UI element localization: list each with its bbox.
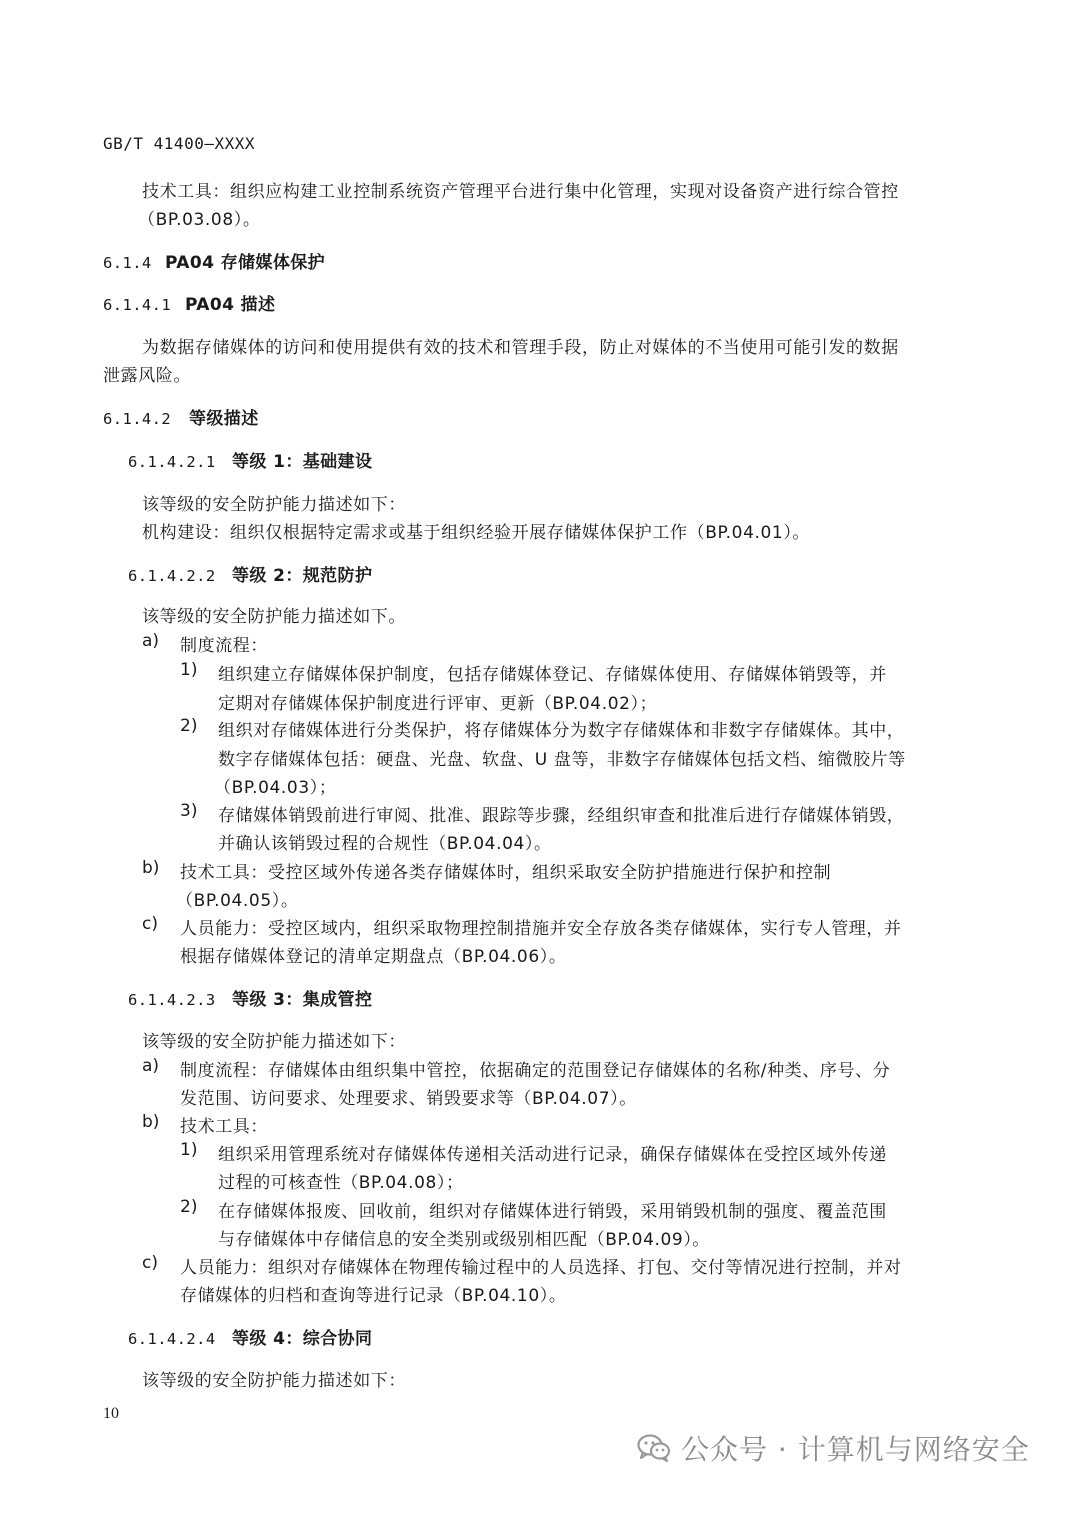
list-item: 人员能力：受控区域内，组织采取物理控制措施并安全存放各类存储媒体，实行专人管理，并 xyxy=(180,919,902,939)
list-item: 技术工具： xyxy=(180,1117,268,1137)
list-item: 定期对存储媒体保护制度进行评审、更新（BP.04.02）； xyxy=(218,694,658,714)
paragraph-line: 该等级的安全防护能力描述如下： xyxy=(142,1032,406,1052)
section-heading-6-1-4-2 xyxy=(103,404,259,429)
section-title: 等级 3：集成管控 xyxy=(232,990,373,1010)
section-title: 等级 4：综合协同 xyxy=(232,1329,373,1349)
list-item: 发范围、访问要求、处理要求、销毁要求等（BP.04.07）。 xyxy=(180,1089,637,1109)
page-number: 10 xyxy=(103,1405,119,1422)
list-item: （BP.04.03）； xyxy=(214,778,337,798)
list-item: 存储媒体的归档和查询等进行记录（BP.04.10）。 xyxy=(180,1286,567,1306)
list-item: （BP.04.05）。 xyxy=(176,891,299,911)
list-label: c) xyxy=(142,914,158,934)
section-title: PA04 存储媒体保护 xyxy=(165,253,326,273)
list-item: 存储媒体销毁前进行审阅、批准、跟踪等步骤，经组织审查和批准后进行存储媒体销毁， xyxy=(218,806,905,826)
list-label: b) xyxy=(142,1112,160,1132)
list-label: b) xyxy=(142,858,160,878)
paragraph-line: 该等级的安全防护能力描述如下： xyxy=(142,1371,406,1391)
section-title: 等级 1：基础建设 xyxy=(232,452,373,472)
list-item: 根据存储媒体登记的清单定期盘点（BP.04.06）。 xyxy=(180,947,567,967)
list-item: 在存储媒体报废、回收前，组织对存储媒体进行销毁，采用销毁机制的强度、覆盖范围 xyxy=(218,1202,887,1222)
paragraph-line: 该等级的安全防护能力描述如下： xyxy=(142,495,406,515)
watermark-text: 公众号 · 计算机与网络安全 xyxy=(681,1433,1030,1466)
list-item: 技术工具：受控区域外传递各类存储媒体时，组织采取安全防护措施进行保护和控制 xyxy=(180,863,832,883)
section-number: 6.1.4.2.3 xyxy=(128,991,216,1009)
paragraph-line: 为数据存储媒体的访问和使用提供有效的技术和管理手段，防止对媒体的不当使用可能引发的数据 xyxy=(142,338,899,358)
list-item: 与存储媒体中存储信息的安全类别或级别相匹配（BP.04.09）。 xyxy=(218,1230,711,1250)
paragraph-line: 泄露风险。 xyxy=(103,366,191,386)
list-item: 人员能力：组织对存储媒体在物理传输过程中的人员选择、打包、交付等情况进行控制，并对 xyxy=(180,1258,902,1278)
list-label: c) xyxy=(142,1253,158,1273)
list-item: 制度流程：存储媒体由组织集中管控，依据确定的范围登记存储媒体的名称/种类、序号、分 xyxy=(180,1061,891,1081)
paragraph-line: 该等级的安全防护能力描述如下。 xyxy=(142,607,406,627)
list-label: 2) xyxy=(180,1197,198,1217)
list-item: 组织采用管理系统对存储媒体传递相关活动进行记录，确保存储媒体在受控区域外传递 xyxy=(218,1145,887,1165)
section-heading-level-3 xyxy=(128,985,372,1010)
list-item: 制度流程： xyxy=(180,636,268,656)
section-number: 6.1.4.2 xyxy=(103,410,172,428)
section-title: 等级描述 xyxy=(189,409,259,429)
list-label: 1) xyxy=(180,1140,198,1160)
list-label: 2) xyxy=(180,716,198,736)
list-label: a) xyxy=(142,631,160,651)
section-heading-level-1 xyxy=(128,447,372,472)
section-title: 等级 2：规范防护 xyxy=(232,566,373,586)
list-item: 数字存储媒体包括：硬盘、光盘、软盘、U 盘等，非数字存储媒体包括文档、缩微胶片等 xyxy=(218,750,906,770)
section-heading-level-4 xyxy=(128,1324,372,1349)
section-number: 6.1.4.2.1 xyxy=(128,453,216,471)
section-number: 6.1.4.2.2 xyxy=(128,567,216,585)
list-label: a) xyxy=(142,1056,160,1076)
section-title: PA04 描述 xyxy=(185,295,276,315)
section-heading-6-1-4 xyxy=(103,248,325,273)
list-label: 3) xyxy=(180,801,198,821)
watermark xyxy=(637,1428,1030,1468)
paragraph-line: 机构建设：组织仅根据特定需求或基于组织经验开展存储媒体保护工作（BP.04.01）。 xyxy=(142,523,811,543)
section-number: 6.1.4 xyxy=(103,254,152,272)
standard-number: GB/T 41400—XXXX xyxy=(103,134,255,153)
list-item: 组织对存储媒体进行分类保护，将存储媒体分为数字存储媒体和非数字存储媒体。其中， xyxy=(218,721,905,741)
paragraph-line: （BP.03.08）。 xyxy=(138,210,261,230)
list-label: 1) xyxy=(180,660,198,680)
wechat-icon xyxy=(637,1433,671,1463)
section-heading-6-1-4-1 xyxy=(103,290,275,315)
paragraph-line: 技术工具：组织应构建工业控制系统资产管理平台进行集中化管理，实现对设备资产进行综合管控 xyxy=(142,182,899,202)
section-number: 6.1.4.1 xyxy=(103,296,172,314)
section-number: 6.1.4.2.4 xyxy=(128,1330,216,1348)
list-item: 并确认该销毁过程的合规性（BP.04.04）。 xyxy=(218,834,552,854)
list-item: 过程的可核查性（BP.04.08）； xyxy=(218,1173,464,1193)
list-item: 组织建立存储媒体保护制度，包括存储媒体登记、存储媒体使用、存储媒体销毁等，并 xyxy=(218,665,887,685)
section-heading-level-2 xyxy=(128,561,372,586)
